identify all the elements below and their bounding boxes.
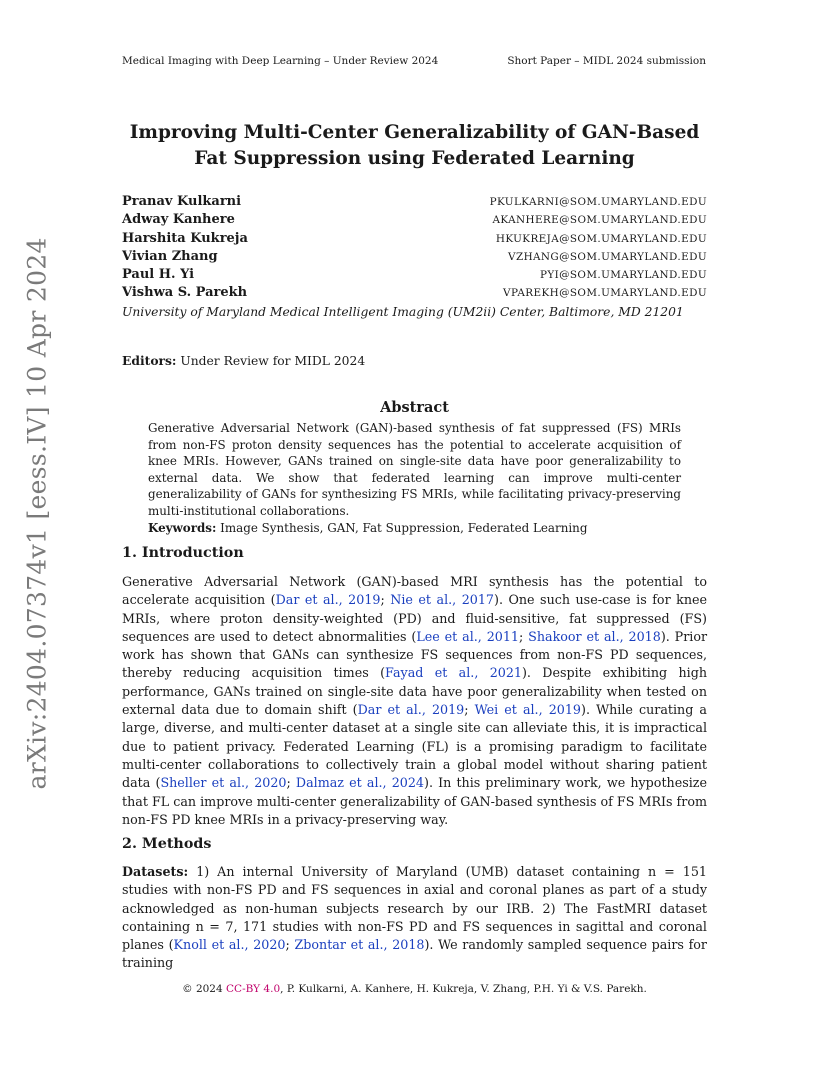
author-name: Vishwa S. Parekh bbox=[122, 285, 248, 301]
author-email[interactable]: PKULKARNI@SOM.UMARYLAND.EDU bbox=[489, 196, 707, 208]
author-email[interactable]: VPAREKH@SOM.UMARYLAND.EDU bbox=[503, 287, 707, 300]
citation-link[interactable]: Lee et al., 2011 bbox=[416, 628, 519, 644]
author-name: Vivian Zhang bbox=[122, 248, 218, 264]
author-name: Pranav Kulkarni bbox=[122, 194, 242, 209]
citation-link[interactable]: Sheller et al., 2020 bbox=[160, 775, 287, 791]
copyright-suffix: , P. Kulkarni, A. Kanhere, H. Kukreja, V. Zhang, P.H. Yi & V.S. Parekh. bbox=[280, 983, 647, 995]
datasets-label: Datasets: bbox=[122, 864, 189, 879]
citation-link[interactable]: Knoll et al., 2020 bbox=[173, 937, 286, 953]
citation-link[interactable]: Dalmaz et al., 2024 bbox=[295, 775, 424, 791]
copyright-prefix: © 2024 bbox=[182, 983, 227, 995]
abstract-text: Generative Adversarial Network (GAN)-based synthesis of fat suppressed (FS) MRIs from non-FS proton density sequences has the potential to accelerate acquisition of knee MRIs. However, GANs trained on single-site data have poor generalizability to external data. We show that federated learning can improve multi-center generalizability of GANs for synthesizing FS MRIs, while facilitating privacy-preserving multi-institutional collaborations. bbox=[148, 421, 681, 518]
citation-link[interactable]: Dar et al., 2019 bbox=[357, 702, 465, 718]
keywords-line bbox=[148, 520, 681, 537]
text-run: ). Prior work has shown that GANs can synthesize FS sequences from non-FS PD sequences, thereby reducing acquisition times ( bbox=[122, 628, 708, 681]
editors-value: Under Review for MIDL 2024 bbox=[176, 354, 366, 368]
editors-line bbox=[122, 353, 365, 368]
author-row bbox=[122, 267, 707, 285]
author-email[interactable]: AKANHERE@SOM.UMARYLAND.EDU bbox=[492, 214, 707, 227]
author-row bbox=[122, 194, 707, 212]
author-row bbox=[122, 231, 707, 249]
section-heading-methods: 2. Methods bbox=[122, 836, 212, 852]
text-run: ). In this preliminary work, we hypothesize that FL can improve multi-center generalizability of GAN-based synthesis of FS MRIs from non-FS PD knee MRIs in a privacy-preserving way. bbox=[122, 775, 707, 827]
introduction-paragraph bbox=[122, 573, 707, 829]
methods-paragraph bbox=[122, 863, 707, 973]
text-run: Generative Adversarial Network (GAN)-based MRI synthesis has the potential to accelerate acquisition ( bbox=[122, 574, 707, 608]
author-email[interactable]: HKUKREJA@SOM.UMARYLAND.EDU bbox=[495, 232, 707, 245]
keywords-value: Image Synthesis, GAN, Fat Suppression, Federated Learning bbox=[216, 520, 588, 535]
citation-link[interactable]: Zbontar et al., 2018 bbox=[294, 937, 425, 953]
author-row bbox=[122, 212, 707, 230]
author-row bbox=[122, 285, 707, 303]
citation-link[interactable]: Shakoor et al., 2018 bbox=[528, 628, 661, 644]
citation-link[interactable]: Dar et al., 2019 bbox=[275, 592, 381, 608]
author-name: Paul H. Yi bbox=[122, 267, 195, 283]
citation-link[interactable]: Nie et al., 2017 bbox=[390, 592, 494, 608]
author-name: Harshita Kukreja bbox=[122, 230, 248, 246]
arxiv-identifier[interactable]: arXiv:2404.07374v1 [eess.IV] 10 Apr 2024 bbox=[22, 237, 52, 790]
text-run: ; bbox=[380, 592, 391, 608]
author-list bbox=[122, 194, 707, 304]
author-row bbox=[122, 249, 707, 267]
citation-link[interactable]: Fayad et al., 2021 bbox=[385, 665, 522, 681]
text-run: ). Despite exhibiting high performance, GANs trained on single-site data have poor generalizability when tested on external data due to domain shift ( bbox=[122, 665, 707, 718]
text-run: ). While curating a large, diverse, and multi-center dataset at a single site can alleviate this, it is impractical due to patient privacy. Federated Learning (FL) is a promising paradigm to facilitate multi-center collaborations to collectively train a global model without sharing patient data ( bbox=[122, 702, 707, 791]
running-header-right: Short Paper – MIDL 2024 submission bbox=[507, 55, 706, 67]
affiliation: University of Maryland Medical Intelligent Imaging (UM2ii) Center, Baltimore, MD 21201 bbox=[122, 305, 684, 319]
keywords-label: Keywords: bbox=[148, 520, 217, 535]
text-run: 1) An internal University of Maryland (UMB) dataset containing n = 151 studies with non-FS PD and FS sequences in axial and coronal planes as part of a study acknowledged as non-human subjects research by our IRB. 2) The FastMRI dataset containing n = 7, 171 studies with non-FS PD and FS sequences in sagittal and coronal planes ( bbox=[122, 864, 707, 953]
text-run: ; bbox=[286, 775, 296, 791]
author-email[interactable]: PYI@SOM.UMARYLAND.EDU bbox=[539, 269, 707, 282]
author-name: Adway Kanhere bbox=[122, 212, 235, 228]
text-run: ; bbox=[519, 628, 529, 644]
editors-label: Editors: bbox=[122, 353, 177, 368]
author-email[interactable]: VZHANG@SOM.UMARYLAND.EDU bbox=[508, 250, 707, 263]
abstract-heading: Abstract bbox=[380, 399, 449, 416]
copyright-footer bbox=[122, 983, 707, 995]
text-run: ; bbox=[464, 702, 475, 718]
paper-title: Improving Multi-Center Generalizability of GAN-Based Fat Suppression using Federated Learning bbox=[129, 122, 700, 169]
text-run: ). One such use-case is for knee MRIs, where proton density-weighted (PD) and fluid-sensitive, fat suppressed (FS) sequences are used to detect abnormalities ( bbox=[122, 592, 708, 644]
section-heading-introduction: 1. Introduction bbox=[122, 545, 244, 561]
text-run: ; bbox=[285, 937, 295, 953]
text-run: ). We randomly sampled sequence pairs for training bbox=[122, 937, 707, 971]
citation-link[interactable]: Wei et al., 2019 bbox=[474, 702, 581, 718]
license-link[interactable]: CC-BY 4.0 bbox=[226, 983, 281, 995]
running-header-left: Medical Imaging with Deep Learning – Under Review 2024 bbox=[122, 55, 439, 67]
abstract-body bbox=[148, 420, 681, 536]
